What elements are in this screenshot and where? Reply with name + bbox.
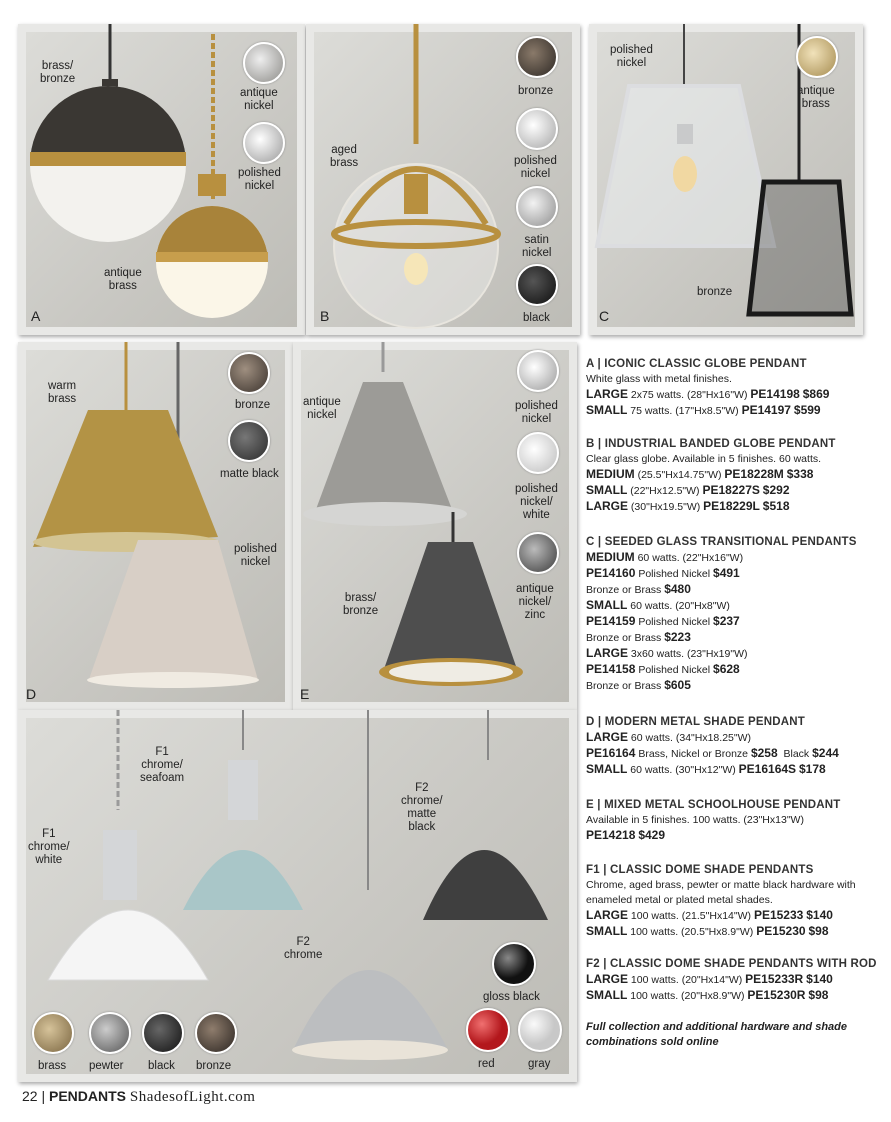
product-c-small: SMALL 60 watts. (20"Hx8"W): [586, 598, 730, 612]
product-f2: [586, 957, 876, 1004]
swatch-antique-nickel: [243, 42, 285, 84]
product-f2-small: SMALL 100 watts. (20"Hx8.9"W) PE15230R $98: [586, 988, 829, 1002]
product-f1: [586, 863, 876, 940]
label-bronze-f: bronze: [196, 1060, 232, 1072]
product-c-small-sku: PE14159 Polished Nickel $237: [586, 614, 740, 628]
label-polished-nickel-white: polished nickel/ white: [515, 483, 558, 521]
product-f2-heading: F2 | CLASSIC DOME SHADE PENDANTS WITH ROD: [586, 958, 877, 970]
swatch-bronze-d: [228, 352, 270, 394]
product-a-small: SMALL 75 watts. (17"Hx8.5"W) PE14197 $599: [586, 403, 821, 417]
product-c-medium-sku: PE14160 Polished Nickel $491: [586, 566, 740, 580]
label-polished-nickel-d: polished nickel: [234, 543, 277, 568]
product-e-sku: PE14218 $429: [586, 828, 666, 842]
label-bronze-d: bronze: [235, 399, 271, 411]
product-b-desc: Clear glass globe. Available in 5 finishes. 60 watts.: [586, 453, 822, 465]
label-brass-bronze-e: brass/ bronze: [343, 592, 379, 617]
label-antique-brass-c: antique brass: [797, 85, 835, 110]
swatch-gray: [518, 1008, 562, 1052]
product-f2-large: LARGE 100 watts. (20"Hx14"W) PE15233R $140: [586, 972, 833, 986]
swatch-polished-nickel-e: [517, 350, 559, 392]
product-c-heading: C | SEEDED GLASS TRANSITIONAL PENDANTS: [586, 536, 857, 548]
swatch-red: [466, 1008, 510, 1052]
swatch-gloss-black: [492, 942, 536, 986]
product-a: [586, 357, 876, 419]
label-warm-brass: warm brass: [48, 380, 77, 405]
swatch-black: [516, 264, 558, 306]
swatch-bronze-f: [195, 1012, 237, 1054]
product-c-medium-alt: Bronze or Brass $480: [586, 582, 691, 596]
panel-c: [589, 24, 863, 335]
swatch-polished-nickel: [243, 122, 285, 164]
product-f1-large: LARGE 100 watts. (21.5"Hx14"W) PE15233 $140: [586, 908, 833, 922]
product-b-small: SMALL (22"Hx12.5"W) PE18227S $292: [586, 483, 790, 497]
product-e-heading: E | MIXED METAL SCHOOLHOUSE PENDANT: [586, 799, 841, 811]
product-d-large: LARGE 60 watts. (34"Hx18.25"W): [586, 730, 752, 744]
online-note: Full collection and additional hardware and shade combinations sold online: [586, 1021, 847, 1048]
swatch-black-f: [142, 1012, 184, 1054]
label-red: red: [478, 1058, 495, 1070]
label-antique-nickel-zinc: antique nickel/ zinc: [516, 583, 554, 621]
swatch-brass-f: [32, 1012, 74, 1054]
product-c: [586, 535, 876, 694]
panel-letter-d: D: [26, 686, 37, 702]
product-b-heading: B | INDUSTRIAL BANDED GLOBE PENDANT: [586, 438, 836, 450]
product-c-medium: MEDIUM 60 watts. (22"Hx16"W): [586, 550, 744, 564]
label-black: black: [523, 312, 550, 324]
section-name: PENDANTS: [49, 1088, 127, 1104]
label-gray: gray: [528, 1058, 551, 1070]
page-number: 22: [22, 1088, 38, 1104]
product-b-large: LARGE (30"Hx19.5"W) PE18229L $518: [586, 499, 790, 513]
label-polished-nickel-e: polished nickel: [515, 400, 558, 425]
label-antique-nickel: antique nickel: [240, 87, 278, 112]
product-b-medium: MEDIUM (25.5"Hx14.75"W) PE18228M $338: [586, 467, 814, 481]
swatch-matte-black: [228, 420, 270, 462]
swatch-polished-nickel-white: [517, 432, 559, 474]
panel-letter-a: A: [31, 308, 41, 324]
product-a-heading: A | ICONIC CLASSIC GLOBE PENDANT: [586, 358, 807, 370]
swatch-satin-nickel: [516, 186, 558, 228]
swatch-bronze: [516, 36, 558, 78]
swatch-pewter: [89, 1012, 131, 1054]
panel-letter-c: C: [599, 308, 610, 324]
product-c-large: LARGE 3x60 watts. (23"Hx19"W): [586, 646, 748, 660]
product-f1-desc1: Chrome, aged brass, pewter or matte black hardware with: [586, 879, 856, 891]
label-bronze: bronze: [518, 85, 554, 97]
label-f2-matte-black: F2 chrome/ matte black: [401, 782, 443, 833]
label-f1-seafoam: F1 chrome/ seafoam: [140, 746, 185, 784]
label-aged-brass: aged brass: [330, 144, 359, 169]
label-bronze-c: bronze: [697, 286, 733, 298]
product-b: [586, 437, 876, 515]
panel-a: [18, 24, 305, 335]
swatch-antique-nickel-zinc: [517, 532, 559, 574]
label-polished-nickel: polished nickel: [238, 167, 281, 192]
panel-f: [18, 710, 577, 1082]
label-brass-f: brass: [38, 1060, 67, 1072]
panel-letter-e: E: [300, 686, 310, 702]
label-polished-nickel-b: polished nickel: [514, 155, 557, 180]
label-pewter: pewter: [89, 1060, 124, 1072]
swatch-polished-nickel-b: [516, 108, 558, 150]
label-black-f: black: [148, 1060, 175, 1072]
product-d-large-sku: PE16164 Brass, Nickel or Bronze $258 Black $244: [586, 746, 839, 760]
product-c-small-alt: Bronze or Brass $223: [586, 630, 691, 644]
website-link[interactable]: ShadesofLight.com: [129, 1089, 256, 1105]
product-f1-small: SMALL 100 watts. (20.5"Hx8.9"W) PE15230 $98: [586, 924, 829, 938]
swatch-antique-brass: [796, 36, 838, 78]
page-footer: [22, 1088, 255, 1106]
footer-separator: |: [41, 1088, 46, 1104]
product-d-heading: D | MODERN METAL SHADE PENDANT: [586, 716, 805, 728]
panel-e: [293, 342, 577, 710]
product-f1-desc2: enameled metal or plated metal shades.: [586, 894, 773, 906]
product-d: [586, 715, 876, 778]
panel-d: [18, 342, 293, 710]
product-c-large-alt: Bronze or Brass $605: [586, 678, 691, 692]
product-a-desc: White glass with metal finishes.: [586, 373, 732, 385]
label-matte-black: matte black: [220, 468, 279, 480]
label-f1-white: F1 chrome/ white: [28, 828, 70, 866]
label-f2-chrome: F2 chrome: [284, 936, 323, 961]
label-brass-bronze: brass/ bronze: [40, 60, 76, 85]
panel-letter-b: B: [320, 308, 330, 324]
panel-b: [306, 24, 580, 335]
product-e-desc: Available in 5 finishes. 100 watts. (23"Hx13"W): [586, 814, 804, 826]
label-antique-nickel-e: antique nickel: [303, 396, 341, 421]
product-a-large: LARGE 2x75 watts. (28"Hx16"W) PE14198 $869: [586, 387, 830, 401]
label-polished-nickel-c: polished nickel: [610, 44, 653, 69]
product-c-large-sku: PE14158 Polished Nickel $628: [586, 662, 740, 676]
product-f1-heading: F1 | CLASSIC DOME SHADE PENDANTS: [586, 864, 814, 876]
product-e: [586, 798, 876, 844]
label-gloss-black: gloss black: [483, 991, 540, 1003]
label-satin-nickel: satin nickel: [522, 234, 552, 259]
product-d-small: SMALL 60 watts. (30"Hx12"W) PE16164S $178: [586, 762, 826, 776]
label-antique-brass: antique brass: [104, 267, 142, 292]
